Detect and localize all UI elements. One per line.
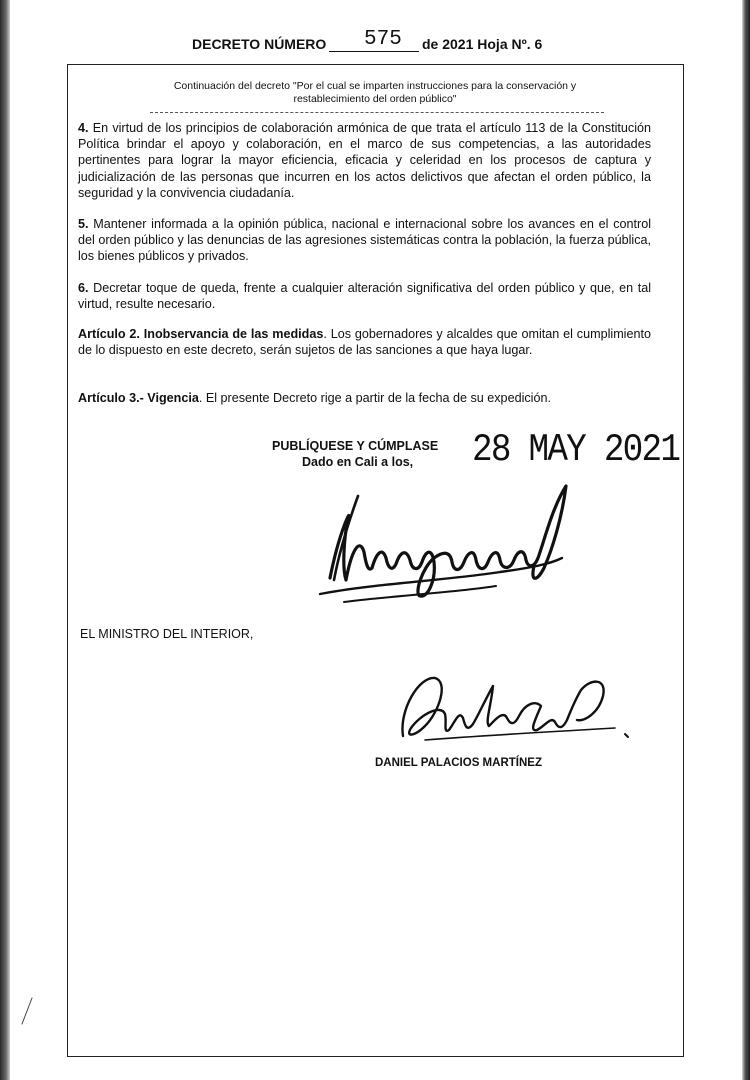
decree-header (192, 28, 592, 58)
continuation-line-2: restablecimiento del orden público" (293, 93, 457, 105)
date-stamp: 28 MAY 2021 (472, 428, 680, 472)
minister-name: DANIEL PALACIOS MARTÍNEZ (375, 757, 542, 769)
paragraph-5-number: 5. (78, 217, 89, 231)
paragraph-5 (78, 216, 651, 265)
dado-en-cali: Dado en Cali a los, (302, 455, 414, 469)
paragraph-4-text: En virtud de los principios de colaboración armónica de que trata el artículo 113 de la Constitución Política brindar el apoyo y colaboración, en el marco de sus competencias, a las autoridades pertinentes para lograr la mayor eficiencia, eficacia y celeridad en los procesos de captura y judicialización de las personas que incurren en los actos delictivos que afectan el orden público, la seguridad y la convivencia ciudadanía. (78, 121, 652, 200)
dashed-separator (150, 112, 604, 113)
minister-title: EL MINISTRO DEL INTERIOR, (80, 627, 254, 641)
paragraph-5-text: Mantener informada a la opinión pública, nacional e internacional sobre los avances en el control del orden público y las denuncias de las agresiones sistemáticas contra la población, la fuerza pública, los bienes públicos y privados. (78, 217, 651, 264)
article-2-title: Artículo 2. Inobservancia de las medidas (78, 327, 324, 341)
decree-sheet-label: de 2021 Hoja Nº. 6 (422, 36, 543, 52)
publiquese-cumplase: PUBLÍQUESE Y CÚMPLASE (272, 439, 439, 453)
article-2-text: . Los gobernadores y alcaldes que omitan el cumplimiento de lo dispuesto en este decreto, serán sujetos de las sanciones a que haya lugar. (78, 327, 651, 358)
minister-signature (385, 660, 645, 765)
continuation-line-1: Continuación del decreto "Por el cual se imparten instrucciones para la conservación y (173, 80, 577, 92)
scan-edge-right (742, 0, 750, 1080)
article-3-text: . El presente Decreto rige a partir de la fecha de su expedición. (198, 391, 551, 405)
continuation-note (110, 80, 640, 106)
paragraph-6-number: 6. (78, 281, 89, 295)
decree-number-value: 575 (364, 28, 402, 51)
article-2 (78, 326, 651, 358)
paragraph-4 (78, 120, 651, 201)
paragraph-4-number: 4. (78, 121, 89, 135)
president-signature (300, 468, 600, 618)
paragraph-6 (78, 280, 651, 312)
margin-mark (18, 990, 38, 1030)
decree-number-label: DECRETO NÚMERO (192, 36, 327, 52)
decree-number-underline (329, 51, 419, 52)
article-3 (78, 390, 651, 406)
article-3-title: Artículo 3.- Vigencia (78, 391, 199, 405)
scan-edge-left (0, 0, 10, 1080)
paragraph-6-text: Decretar toque de queda, frente a cualquier alteración significativa del orden público y que, en tal virtud, resulte necesario. (78, 281, 651, 312)
